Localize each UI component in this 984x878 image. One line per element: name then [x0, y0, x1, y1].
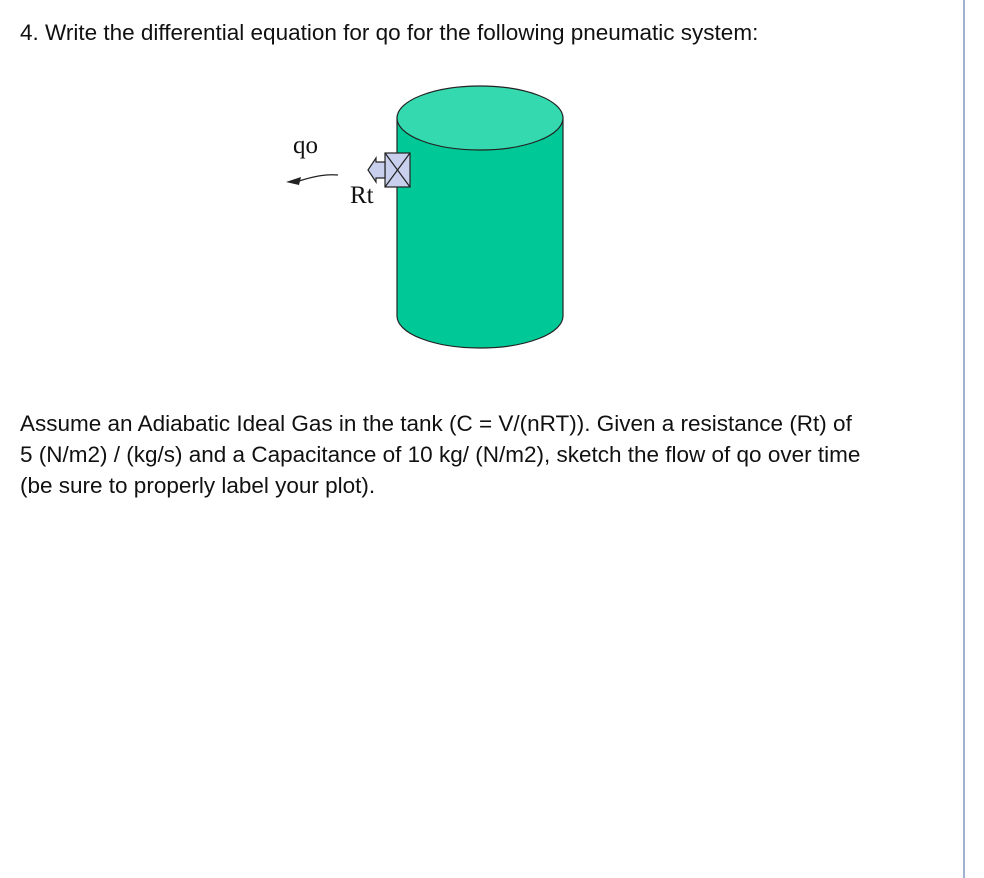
resistance-label-rt: Rt [350, 182, 374, 209]
assumption-paragraph: Assume an Adiabatic Ideal Gas in the tank (C = V/(nRT)). Given a resistance (Rt) of 5 (N/m2) / (kg/s) and a Capacitance of 10 kg/ (N/m2), sketch the flow of qo over time (be sure to properly label your plot). [20, 411, 861, 498]
tank-body [397, 118, 563, 348]
pneumatic-system-diagram [270, 80, 590, 370]
flow-arrow-icon [286, 175, 338, 185]
pneumatic-system-figure [270, 80, 590, 370]
page-edge-divider [963, 0, 965, 878]
flow-label-qo: qo [293, 132, 318, 159]
question-text: 4. Write the differential equation for qo for the following pneumatic system: [20, 20, 759, 45]
tank-top [397, 86, 563, 150]
valve-icon [368, 153, 410, 187]
